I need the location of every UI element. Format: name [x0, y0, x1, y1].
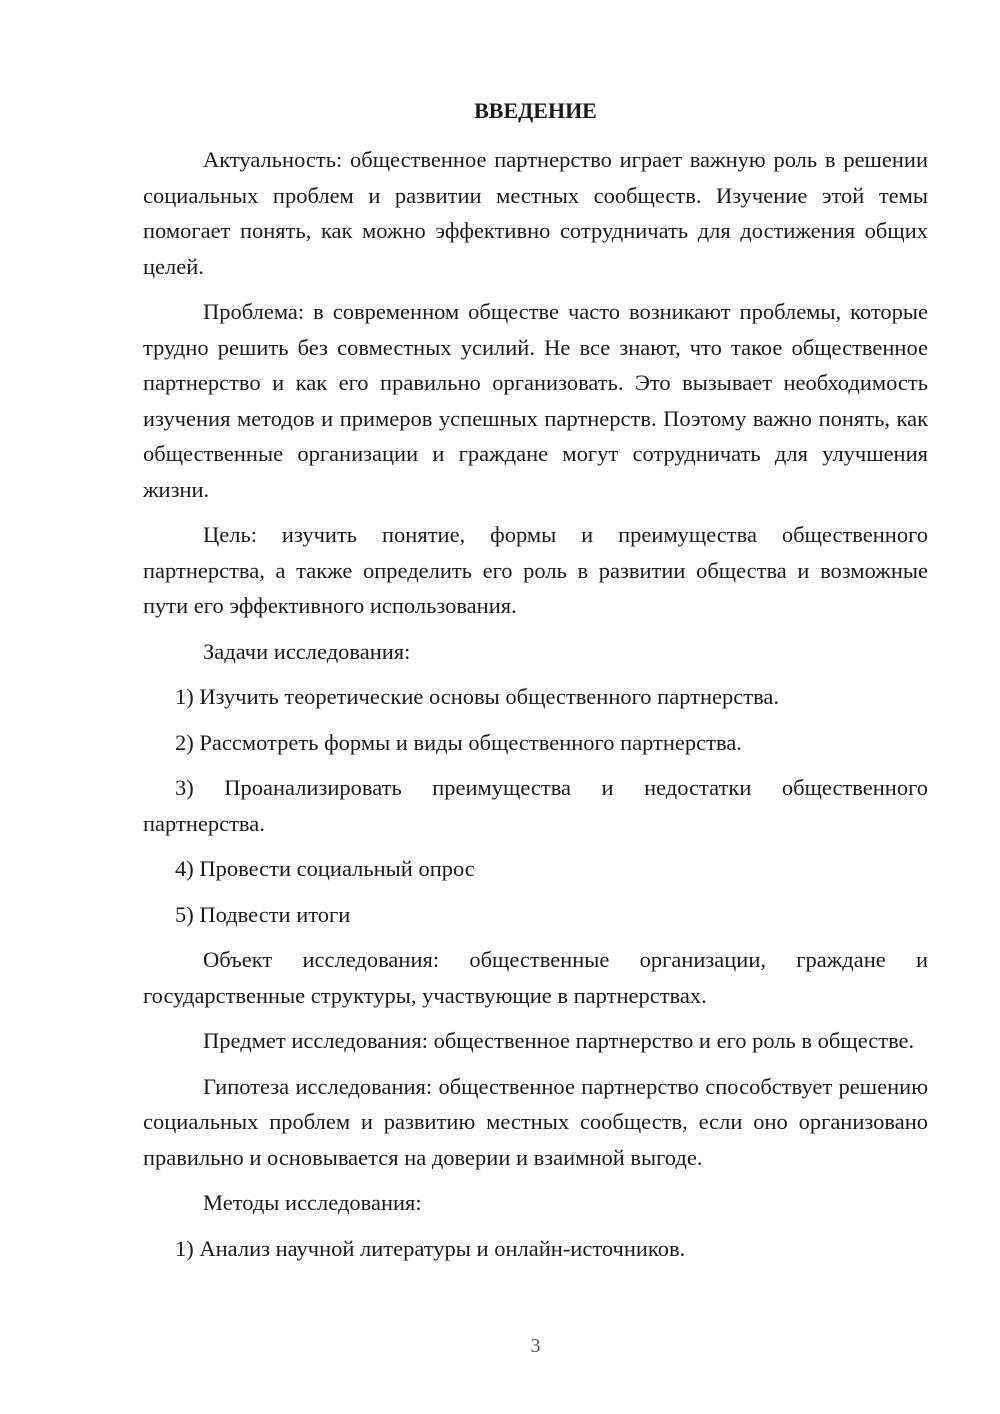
document-page	[143, 0, 928, 1414]
section-title: ВВЕДЕНИЕ	[474, 98, 597, 123]
paragraph-problem: Проблема: в современном обществе часто возникают проблемы, которые трудно решить без совместных усилий. Не все знают, что такое общественное партнерство и как его правильно организовать. Это вызывает необходимость изучения методов и примеров успешных партнерств. Поэтому важно понять, как общественные организации и граждане могут сотрудничать для улучшения жизни.	[143, 299, 928, 502]
list-item-method-1: 1) Анализ научной литературы и онлайн-источников.	[175, 1235, 686, 1261]
list-item-task-4: 4) Провести социальный опрос	[175, 856, 475, 881]
list-item-task-1: 1) Изучить теоретические основы общественного партнерства.	[175, 684, 780, 709]
paragraph-subject: Предмет исследования: общественное партнерство и его роль в обществе.	[203, 1028, 915, 1053]
paragraph-object: Объект исследования: общественные организации, граждане и государственные структуры, участвующие в партнерствах.	[143, 947, 928, 1008]
paragraph-methods-heading: Методы исследования:	[203, 1190, 422, 1215]
list-item-task-3: 3) Проанализировать преимущества и недостатки общественного партнерства.	[143, 775, 928, 836]
list-item-task-5: 5) Подвести итоги	[175, 901, 351, 927]
page-number: 3	[530, 1335, 541, 1357]
list-item-task-2: 2) Рассмотреть формы и виды общественного партнерства.	[175, 729, 742, 755]
paragraph-hypothesis: Гипотеза исследования: общественное партнерство способствует решению социальных проблем и развитию местных сообществ, если оно организовано правильно и основывается на доверии и взаимной выгоде.	[143, 1073, 928, 1170]
document-body	[143, 142, 928, 1276]
paragraph-goal: Цель: изучить понятие, формы и преимущества общественного партнерства, а также определить его роль в развитии общества и возможные пути его эффективного использования.	[143, 522, 928, 618]
paragraph-tasks-heading: Задачи исследования:	[203, 638, 411, 664]
paragraph-relevance: Актуальность: общественное партнерство играет важную роль в решении социальных проблем и развитии местных сообществ. Изучение этой темы помогает понять, как можно эффективно сотрудничать для достижения общих целей.	[143, 147, 928, 279]
